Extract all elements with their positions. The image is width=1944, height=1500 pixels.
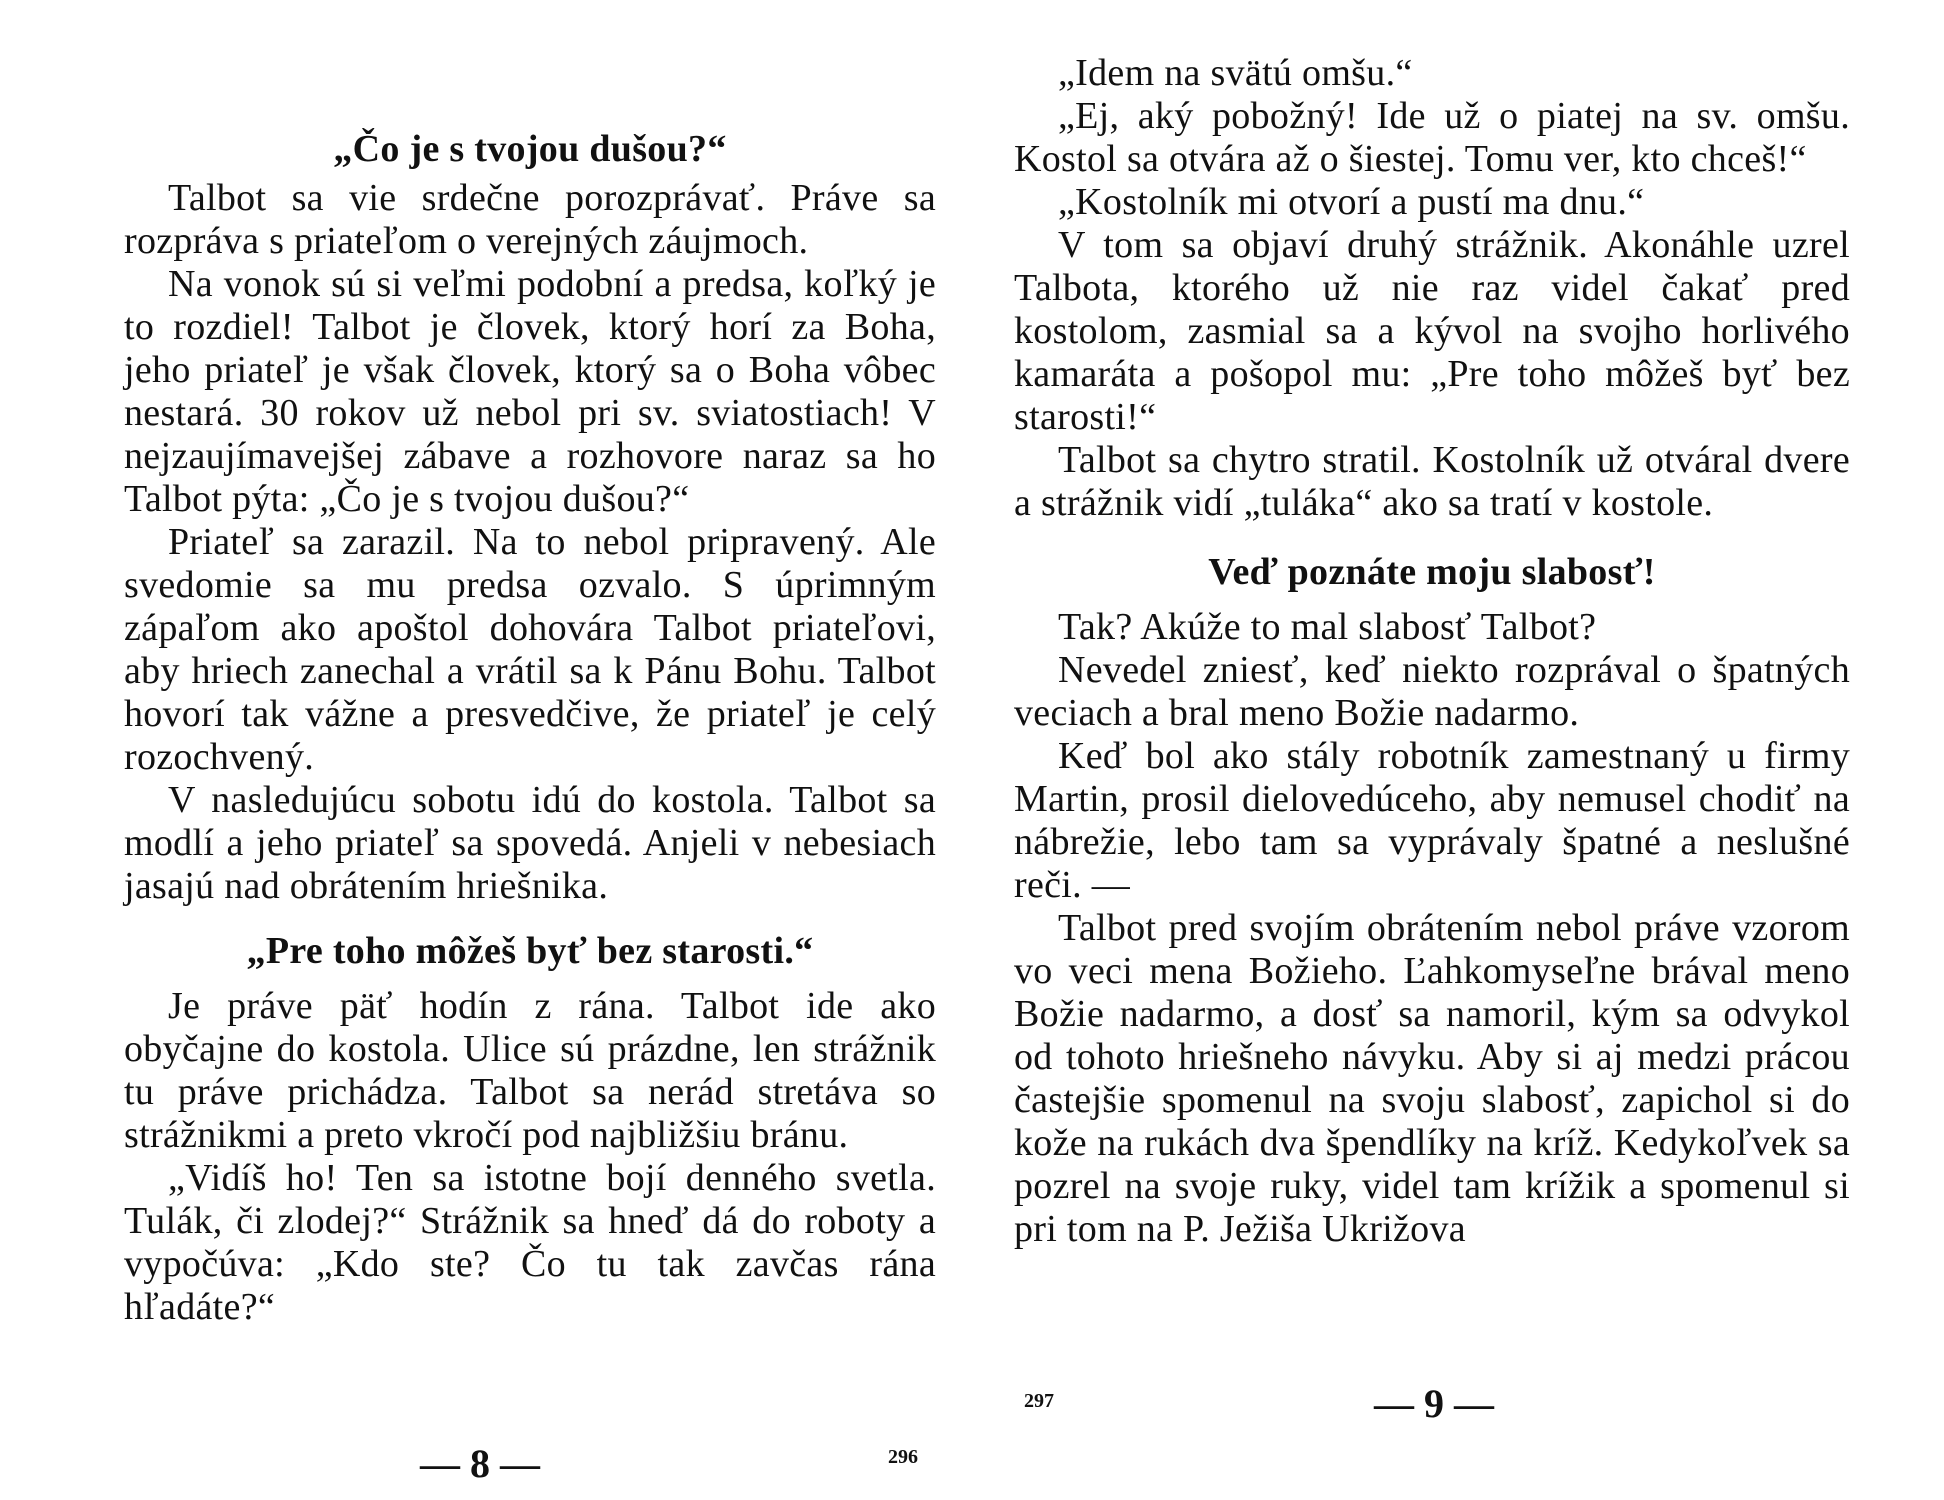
paragraph: V tom sa objaví druhý strážnik. Akonáhle uzrel Talbota, ktorého už nie raz videl čakať pred kostolom, zasmial sa a kývol na svojho horlivého kamaráta a pošopol mu: „Pre toho môžeš byť bez starosti!“: [1014, 224, 1850, 438]
paragraph: Talbot sa vie srdečne porozprávať. Práve sa rozpráva s priateľom o verejných záujmoch.: [124, 177, 936, 262]
paragraph: Priateľ sa zarazil. Na to nebol pripravený. Ale svedomie sa mu predsa ozvalo. S úprimným zápaľom ako apoštol dohovára Talbot priateľovi, aby hriech zanechal a vrátil sa k Pánu Bohu. Talbot hovorí tak vážne a presvedčive, že priateľ je celý rozochvený.: [124, 521, 936, 778]
right-text-column: [1014, 52, 1850, 1251]
paragraph: Je práve päť hodín z rána. Talbot ide ako obyčajne do kostola. Ulice sú prázdne, len strážnik tu práve prichádza. Talbot sa nerád stretáva so strážnikmi a preto vkročí pod najbližšiu bránu.: [124, 985, 936, 1156]
paragraph: „Idem na svätú omšu.“: [1058, 52, 1413, 94]
page-number: — 8 —: [420, 1441, 540, 1486]
section-heading: „Čo je s tvojou dušou?“: [333, 128, 727, 170]
signature-mark: 296: [888, 1446, 918, 1468]
paragraph: Talbot sa chytro stratil. Kostolník už otváral dvere a strážnik vidí „tuláka“ ako sa tratí v kostole.: [1014, 439, 1850, 524]
right-page: [972, 0, 1944, 1500]
paragraph: Talbot pred svojím obrátením nebol práve vzorom vo veci mena Božieho. Ľahkomyseľne brával meno Božie nadarmo, a dosť sa namoril, kým sa odvykol od tohoto hriešneho návyku. Aby si aj medzi prácou častejšie spomenul na svoju slabosť, zapichol si do kože na rukách dva špendlíky na kríž. Kedykoľvek sa pozrel na svoje ruky, videl tam krížik a spomenul si pri tom na P. Ježiša Ukrižova: [1014, 907, 1850, 1250]
paragraph: „Vidíš ho! Ten sa istotne bojí denného svetla. Tulák, či zlodej?“ Strážnik sa hneď dá do roboty a vypočúva: „Kdo ste? Čo tu tak zavčas rána hľadáte?“: [124, 1157, 936, 1328]
paragraph: „Ej, aký pobožný! Ide už o piatej na sv. omšu. Kostol sa otvára až o šiestej. Tomu ver, kto chceš!“: [1014, 95, 1850, 180]
paragraph: Na vonok sú si veľmi podobní a predsa, koľký je to rozdiel! Talbot je človek, ktorý horí za Boha, jeho priateľ je však človek, ktorý sa o Boha vôbec nestará. 30 rokov už nebol pri sv. sviatostiach! V nejzaujímavejšej zábave a rozhovore naraz sa ho Talbot pýta: „Čo je s tvojou dušou?“: [124, 263, 936, 520]
section-heading: Veď poznáte moju slabosť!: [1208, 551, 1656, 593]
paragraph: Tak? Akúže to mal slabosť Talbot?: [1058, 606, 1597, 648]
paragraph: V nasledujúcu sobotu idú do kostola. Talbot sa modlí a jeho priateľ sa spovedá. Anjeli v nebesiach jasajú nad obrátením hriešnika.: [124, 779, 936, 907]
page-number: — 9 —: [1374, 1381, 1494, 1426]
paragraph: Keď bol ako stály robotník zamestnaný u firmy Martin, prosil dielovedúceho, aby nemusel chodiť na nábrežie, lebo tam sa vyprávaly špatné a neslušné reči. —: [1014, 735, 1850, 906]
paragraph: „Kostolník mi otvorí a pustí ma dnu.“: [1058, 181, 1645, 223]
left-text-column: [124, 128, 936, 1329]
section-heading: „Pre toho môžeš byť bez starosti.“: [246, 930, 814, 972]
signature-mark: 297: [1024, 1390, 1054, 1412]
paragraph: Nevedel zniesť, keď niekto rozprával o špatných veciach a bral meno Božie nadarmo.: [1014, 649, 1850, 734]
